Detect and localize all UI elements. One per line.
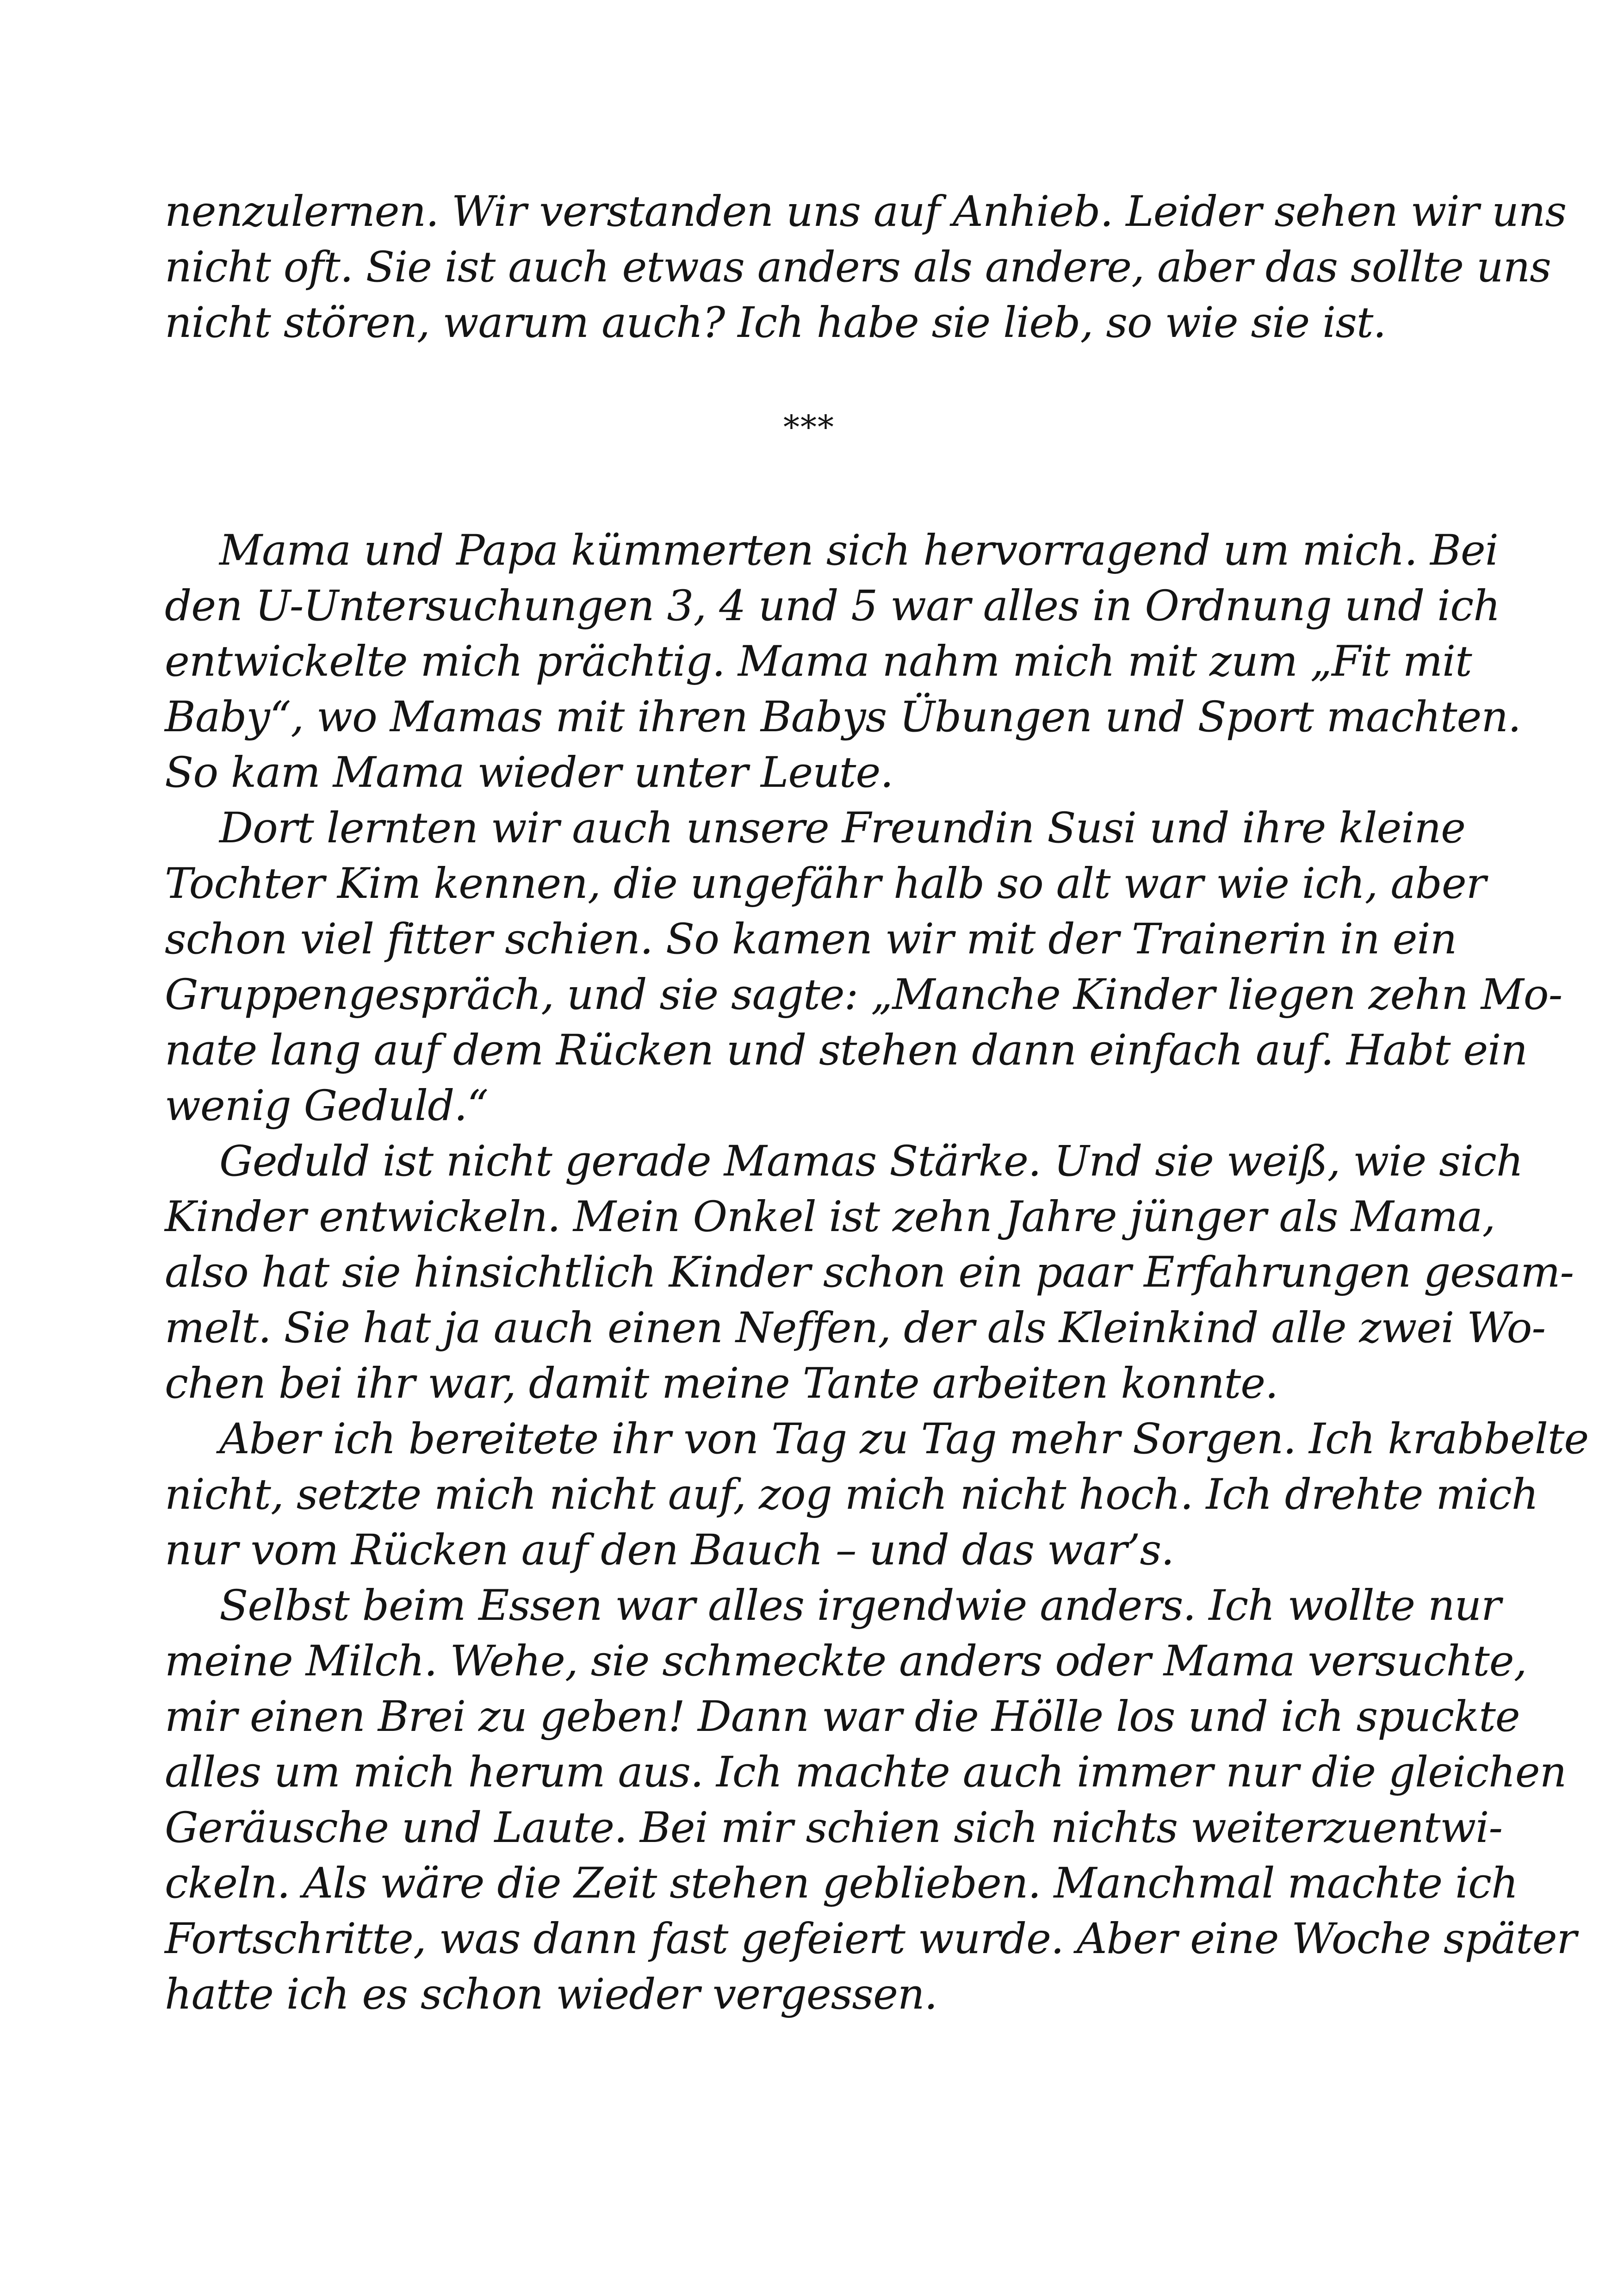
text-line: Geräusche und Laute. Bei mir schien sich nichts weiterzuentwi- — [165, 1804, 1503, 1852]
paragraph — [165, 523, 1521, 801]
text-line: Mama und Papa kümmerten sich hervorragend um mich. Bei — [219, 526, 1498, 575]
text-line: ckeln. Als wäre die Zeit stehen geblieben. Manchmal machte ich — [165, 1859, 1518, 1908]
paragraph — [165, 1412, 1589, 1578]
text-line: alles um mich herum aus. Ich machte auch immer nur die gleichen — [165, 1748, 1567, 1797]
text-line: chen bei ihr war, damit meine Tante arbeiten konnte. — [165, 1359, 1278, 1408]
text-line: wenig Geduld.“ — [165, 1082, 488, 1130]
text-line: Baby“, wo Mamas mit ihren Babys Übungen und Sport machten. — [165, 693, 1521, 741]
text-line: hatte ich es schon wieder vergessen. — [165, 1970, 937, 2019]
text-line: nicht oft. Sie ist auch etwas anders als andere, aber das sollte uns — [165, 243, 1551, 292]
text-line: Geduld ist nicht gerade Mamas Stärke. Und sie weiß, wie sich — [219, 1137, 1523, 1186]
text-line: entwickelte mich prächtig. Mama nahm mich mit zum „Fit mit — [165, 637, 1472, 686]
text-line: Selbst beim Essen war alles irgendwie anders. Ich wollte nur — [219, 1581, 1501, 1630]
text-line: Dort lernten wir auch unsere Freundin Susi und ihre kleine — [219, 804, 1465, 852]
text-line: nate lang auf dem Rücken und stehen dann einfach auf. Habt ein — [165, 1026, 1527, 1075]
text-line: nur vom Rücken auf den Bauch – und das war’s. — [165, 1526, 1174, 1574]
text-line: Fortschritte, was dann fast gefeiert wurde. Aber eine Woche später — [165, 1915, 1577, 1963]
text-line: nenzulernen. Wir verstanden uns auf Anhieb. Leider sehen wir uns — [165, 187, 1567, 236]
text-line: meine Milch. Wehe, sie schmeckte anders oder Mama versuchte, — [165, 1637, 1527, 1686]
paragraph — [165, 1134, 1574, 1412]
text-line: So kam Mama wieder unter Leute. — [165, 748, 893, 797]
text-line: melt. Sie hat ja auch einen Neffen, der als Kleinkind alle zwei Wo- — [165, 1304, 1546, 1352]
text-line: Aber ich bereitete ihr von Tag zu Tag mehr Sorgen. Ich krabbelte — [219, 1415, 1589, 1463]
text-line: Kinder entwickeln. Mein Onkel ist zehn Jahre jünger als Mama, — [165, 1193, 1495, 1241]
text-line: den U-Untersuchungen 3, 4 und 5 war alles in Ordnung und ich — [165, 582, 1500, 630]
text-line: nicht, setzte mich nicht auf, zog mich nicht hoch. Ich drehte mich — [165, 1470, 1538, 1519]
text-line: nicht stören, warum auch? Ich habe sie lieb, so wie sie ist. — [165, 299, 1386, 347]
text-line: schon viel fitter schien. So kamen wir mit der Trainerin in ein — [165, 915, 1457, 964]
paragraph — [165, 1578, 1577, 2022]
text-line: also hat sie hinsichtlich Kinder schon ein paar Erfahrungen gesam- — [165, 1248, 1574, 1297]
continued-paragraph — [165, 184, 1567, 351]
text-line: Tochter Kim kennen, die ungefähr halb so alt war wie ich, aber — [165, 859, 1486, 908]
body-text — [165, 523, 1589, 2022]
text-line: mir einen Brei zu geben! Dann war die Hölle los und ich spuckte — [165, 1692, 1520, 1741]
paragraph — [165, 801, 1562, 1134]
section-separator: *** — [783, 408, 835, 446]
text-line: Gruppengespräch, und sie sagte: „Manche Kinder liegen zehn Mo- — [165, 971, 1562, 1019]
